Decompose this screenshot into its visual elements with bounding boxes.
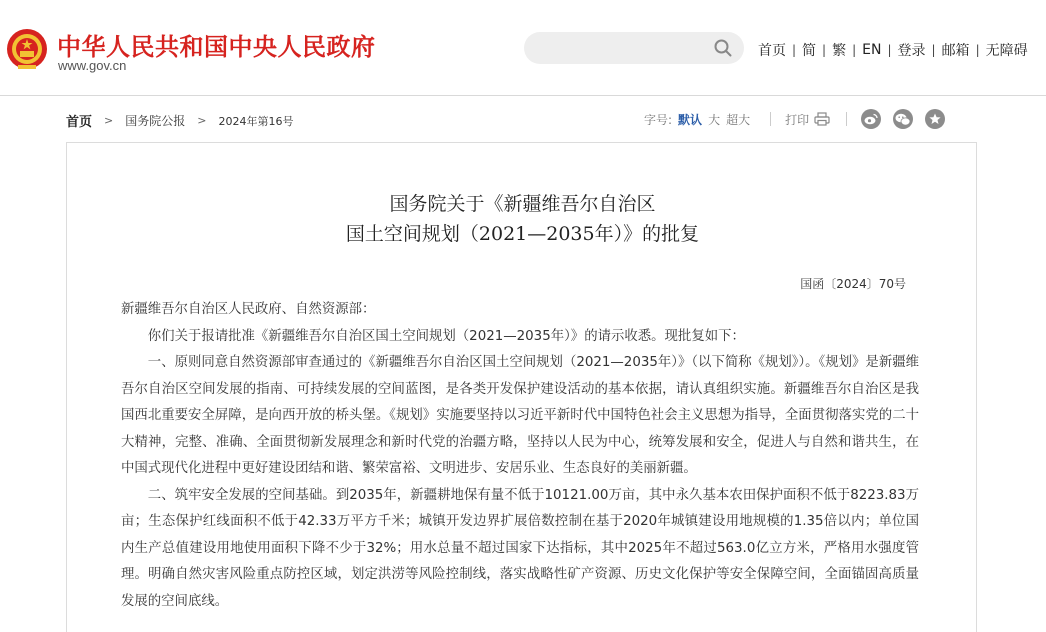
article-body: [121, 297, 919, 615]
font-size-label: 字号:: [644, 112, 673, 127]
nav-separator: |: [822, 43, 827, 57]
article-paragraph: 你们关于报请批准《新疆维吾尔自治区国土空间规划（2021—2035年）》的请示收悉。现批复如下：: [147, 328, 745, 344]
national-emblem-icon[interactable]: [6, 27, 48, 71]
breadcrumb-section[interactable]: 国务院公报: [125, 114, 186, 128]
top-nav: [758, 40, 1028, 60]
nav-separator: |: [931, 43, 936, 57]
nav-home[interactable]: 首页: [758, 43, 786, 59]
font-size-large[interactable]: 大: [708, 112, 721, 127]
document-number: 国函〔2024〕70号: [800, 277, 906, 291]
wechat-icon: [895, 113, 911, 126]
tools-divider: [846, 112, 847, 126]
nav-login[interactable]: 登录: [897, 43, 926, 59]
nav-accessibility[interactable]: 无障碍: [985, 43, 1028, 59]
site-url[interactable]: www.gov.cn: [58, 58, 127, 73]
article-tools: [644, 109, 957, 129]
nav-separator: |: [852, 43, 857, 57]
favorite-star-icon: [929, 113, 941, 125]
nav-simplified[interactable]: 简: [802, 43, 817, 59]
nav-english[interactable]: EN: [862, 42, 882, 58]
article-title-line1: 国务院关于《新疆维吾尔自治区: [389, 193, 656, 215]
site-title[interactable]: 中华人民共和国中央人民政府: [57, 33, 376, 61]
article-panel: [66, 142, 977, 632]
article-paragraph: 二、筑牢安全发展的空间基础。到2035年，新疆耕地保有量不低于10121.00万亩，其中永久基本农田保护面积不低于8223.83万亩；生态保护红线面积不低于42.33万平方千米；城镇开发边界扩展倍数控制在基于2020年城镇建设用地规模的1.35倍以内；单位国内生产总值建设用地使用面积下降不少于32%；用水总量不超过国家下达指标，其中2025年不超过563.0亿立方米，严格用水强度管理。明确自然灾害风险重点防控区域，划定洪涝等风险控制线，落实战略性矿产资源、历史文化保护等安全保障空间，全面锚固高质量发展的空间底线。: [121, 487, 919, 609]
nav-separator: |: [887, 43, 892, 57]
article-paragraph: 一、原则同意自然资源部审查通过的《新疆维吾尔自治区国土空间规划（2021—2035年）》（以下简称《规划》）。《规划》是新疆维吾尔自治区空间发展的指南、可持续发展的空间蓝图，是各类开发保护建设活动的基本依据，请认真组织实施。新疆维吾尔自治区是我国西北重要安全屏障，是向西开放的桥头堡。《规划》实施要坚持以习近平新时代中国特色社会主义思想为指导，全面贯彻落实党的二十大精神，完整、准确、全面贯彻新发展理念和新时代党的治疆方略，坚持以人民为中心，统筹发展和安全，促进人与自然和谐共生，在中国式现代化进程中更好建设团结和谐、繁荣富裕、文明进步、安居乐业、生态良好的美丽新疆。: [121, 355, 919, 476]
search-icon[interactable]: [714, 39, 732, 57]
nav-mail[interactable]: 邮箱: [941, 43, 970, 59]
site-header: [0, 0, 1046, 96]
font-size-xlarge[interactable]: 超大: [726, 112, 751, 127]
favorite-button[interactable]: [925, 109, 945, 129]
search-box: [524, 32, 744, 64]
weibo-share-button[interactable]: [861, 109, 881, 129]
breadcrumb-issue[interactable]: 2024年第16号: [218, 114, 294, 128]
wechat-share-button[interactable]: [893, 109, 913, 129]
chevron-right-icon: >: [104, 114, 114, 127]
printer-icon: [814, 112, 830, 126]
print-button[interactable]: [785, 111, 830, 128]
search-input[interactable]: [538, 38, 708, 58]
article-title-line2: 国土空间规划（2021—2035年）》的批复: [345, 223, 700, 245]
weibo-icon: [864, 113, 878, 125]
print-label: 打印: [785, 112, 810, 127]
nav-traditional[interactable]: 繁: [832, 43, 847, 59]
article-paragraph: 新疆维吾尔自治区人民政府、自然资源部：: [121, 302, 376, 317]
tools-divider: [770, 112, 771, 126]
font-size-default[interactable]: 默认: [678, 112, 703, 127]
breadcrumb: [66, 111, 293, 130]
nav-separator: |: [975, 43, 980, 57]
chevron-right-icon: >: [197, 114, 207, 127]
breadcrumb-home[interactable]: 首页: [66, 115, 93, 130]
article-title: [67, 189, 978, 249]
nav-separator: |: [792, 43, 797, 57]
